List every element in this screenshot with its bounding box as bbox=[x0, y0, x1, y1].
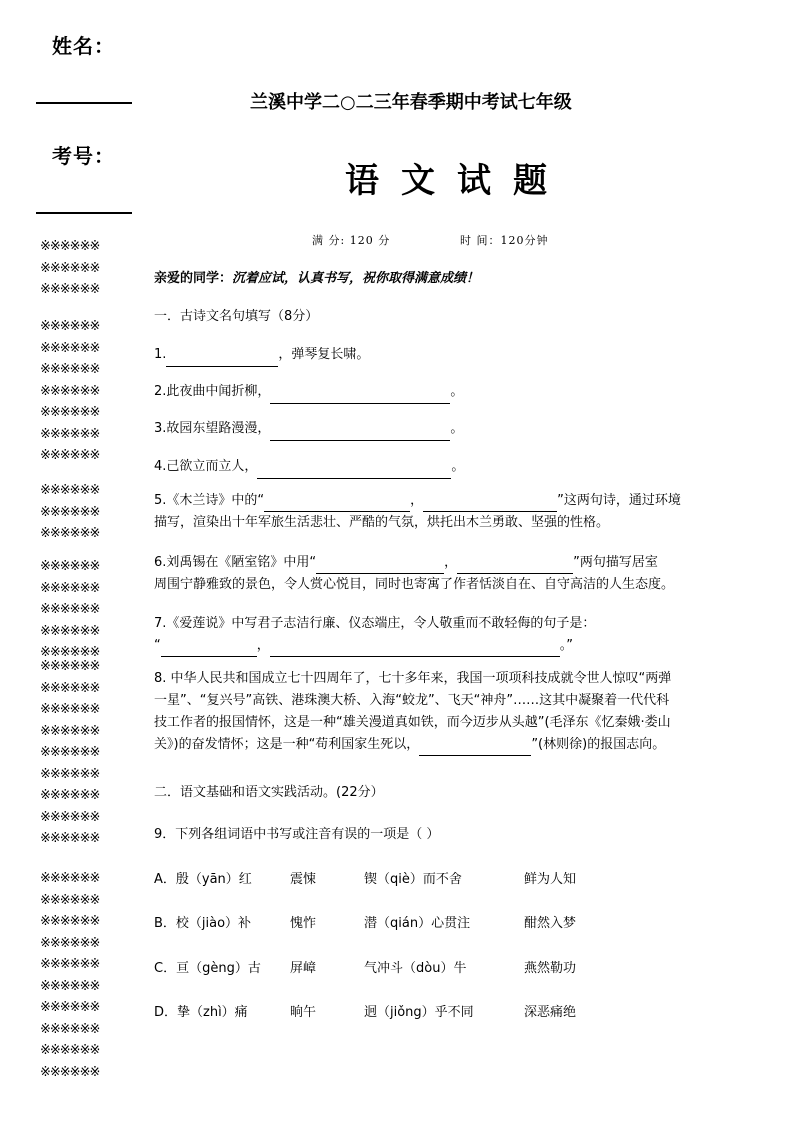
q6-text-a: 6.刘禹锡在《陋室铭》中用“ bbox=[154, 555, 317, 570]
q8-line-2: 一星”、“复兴号”高铁、港珠澳大桥、入海“蛟龙”、飞天“神舟”……这其中凝聚着一代代科 bbox=[154, 693, 670, 708]
score-info: 满 分: 120 分 bbox=[312, 234, 391, 247]
seal-star-row: ※※※※※※ bbox=[40, 602, 100, 617]
question-7 bbox=[154, 613, 718, 657]
seal-star-row: ※※※※※※ bbox=[40, 1043, 100, 1058]
seal-star-row: ※※※※※※ bbox=[40, 426, 100, 442]
seal-star-row: ※※※※※※ bbox=[40, 978, 100, 994]
seal-star-row: ※※※※※※ bbox=[40, 788, 100, 803]
seal-star-row: ※※※※※※ bbox=[40, 645, 100, 660]
q6-blank-1[interactable] bbox=[316, 559, 444, 574]
q6-text-d: 周围宁静雅致的景色，令人赏心悦目，同时也寄寓了作者恬淡自在、自守高洁的人生态度。 bbox=[154, 577, 675, 592]
option-c-item: C．亘（gèng）古 bbox=[154, 961, 261, 976]
seal-star-row: ※※※※※※ bbox=[40, 504, 100, 520]
option-b-item: 潜（qián）心贯注 bbox=[364, 916, 471, 931]
option-a-item: 鲜为人知 bbox=[524, 872, 577, 887]
seal-star-row: ※※※※※※ bbox=[40, 559, 100, 574]
q5-text-a: 5.《木兰诗》中的“ bbox=[154, 493, 265, 508]
id-label: 考号： bbox=[52, 144, 115, 168]
seal-star-row: ※※※※※※ bbox=[40, 483, 100, 498]
q2-number: 2. bbox=[154, 384, 167, 399]
seal-star-row: ※※※※※※ bbox=[40, 1064, 100, 1080]
option-d-item: D．挚（zhì）痛 bbox=[154, 1005, 248, 1020]
seal-star-row: ※※※※※※ bbox=[40, 680, 100, 696]
q5-text-d: 描写，渲染出十年军旅生活悲壮、严酷的气氛，烘托出木兰勇敢、坚强的性格。 bbox=[154, 515, 610, 530]
q7-text-b: “ bbox=[154, 638, 161, 653]
q1-text: ，弹琴复长啸。 bbox=[278, 347, 370, 362]
option-a-item: A．殷（yān）红 bbox=[154, 872, 252, 887]
seal-star-row: ※※※※※※ bbox=[40, 766, 100, 782]
seal-star-row: ※※※※※※ bbox=[40, 580, 100, 596]
seal-star-row: ※※※※※※ bbox=[40, 745, 100, 760]
q7-text-c: ， bbox=[256, 638, 270, 653]
seal-star-row: ※※※※※※ bbox=[40, 1000, 100, 1015]
greeting-lead: 亲爱的同学： bbox=[154, 271, 233, 286]
q7-text-d: 。” bbox=[559, 638, 574, 653]
q7-text-a: 7.《爱莲说》中写君子志洁行廉、仪态端庄，令人敬重而不敢轻侮的句子是： bbox=[154, 616, 596, 631]
option-b-item: 愧怍 bbox=[290, 916, 317, 931]
seal-star-row: ※※※※※※ bbox=[40, 526, 100, 541]
seal-star-row: ※※※※※※ bbox=[40, 659, 100, 674]
q8-blank[interactable] bbox=[419, 741, 531, 756]
seal-star-row: ※※※※※※ bbox=[40, 892, 100, 908]
seal-star-row: ※※※※※※ bbox=[40, 935, 100, 951]
q4-text: 己欲立而立人， bbox=[166, 459, 258, 474]
q5-blank-2[interactable] bbox=[423, 497, 557, 512]
question-9: 9．下列各组词语中书写或注音有误的一项是（ ） bbox=[154, 827, 440, 842]
q5-text-c: ”这两句诗，通过环境 bbox=[557, 493, 681, 508]
question-2 bbox=[154, 379, 463, 404]
name-underline[interactable] bbox=[36, 102, 132, 104]
section2-title: 二．语文基础和语文实践活动。(22分） bbox=[154, 785, 384, 800]
seal-star-row: ※※※※※※ bbox=[40, 282, 100, 297]
seal-star-row: ※※※※※※ bbox=[40, 957, 100, 972]
seal-star-row: ※※※※※※ bbox=[40, 448, 100, 463]
q4-blank[interactable] bbox=[257, 464, 451, 479]
q1-number: 1. bbox=[154, 347, 167, 362]
q3-end: 。 bbox=[450, 421, 464, 436]
seal-star-row: ※※※※※※ bbox=[40, 239, 100, 254]
q4-end: 。 bbox=[451, 459, 465, 474]
seal-star-row: ※※※※※※ bbox=[40, 871, 100, 886]
q2-text: 此夜曲中闻折柳， bbox=[166, 384, 271, 399]
question-5 bbox=[154, 490, 718, 534]
name-label: 姓名： bbox=[52, 34, 115, 58]
question-1 bbox=[154, 342, 369, 367]
q4-number: 4. bbox=[154, 459, 167, 474]
seal-star-row: ※※※※※※ bbox=[40, 319, 100, 334]
section1-title: 一．古诗文名句填写（8分） bbox=[154, 309, 319, 324]
time-info: 时 间：120分钟 bbox=[460, 234, 549, 247]
question-4 bbox=[154, 454, 464, 479]
question-6 bbox=[154, 552, 718, 596]
q7-blank-2[interactable] bbox=[270, 642, 560, 657]
option-c-item: 燕然勒功 bbox=[524, 961, 577, 976]
question-8 bbox=[154, 668, 718, 756]
greeting bbox=[154, 266, 479, 291]
q5-blank-1[interactable] bbox=[264, 497, 410, 512]
q8-line-3: 技工作者的报国情怀，这是一种“雄关漫道真如铁，而今迈步从头越”(毛泽东《忆秦娥·娄山 bbox=[154, 715, 671, 730]
seal-star-row: ※※※※※※ bbox=[40, 260, 100, 276]
option-b-item: B．校（jiào）补 bbox=[154, 916, 252, 931]
seal-star-row: ※※※※※※ bbox=[40, 362, 100, 377]
option-c-item: 气冲斗（dòu）牛 bbox=[364, 961, 467, 976]
seal-star-row: ※※※※※※ bbox=[40, 383, 100, 399]
q6-text-b: ， bbox=[444, 555, 458, 570]
q6-text-c: ”两句描写居室 bbox=[573, 555, 658, 570]
option-d-item: 晌午 bbox=[290, 1005, 317, 1020]
seal-star-row: ※※※※※※ bbox=[40, 809, 100, 825]
q2-blank[interactable] bbox=[270, 389, 450, 404]
id-underline[interactable] bbox=[36, 212, 132, 214]
q8-line-1: 8. 中华人民共和国成立七十四周年了，七十多年来，我国一项项科技成就令世人惊叹“两弹 bbox=[154, 671, 672, 686]
seal-star-row: ※※※※※※ bbox=[40, 1021, 100, 1037]
seal-star-row: ※※※※※※ bbox=[40, 340, 100, 356]
greeting-message: 沉着应试，认真书写，祝你取得满意成绩！ bbox=[232, 271, 480, 286]
q1-blank[interactable] bbox=[166, 352, 278, 367]
q3-text: 故园东望路漫漫， bbox=[166, 421, 271, 436]
q6-blank-2[interactable] bbox=[457, 559, 573, 574]
seal-star-row: ※※※※※※ bbox=[40, 405, 100, 420]
q7-blank-1[interactable] bbox=[161, 642, 257, 657]
seal-star-row: ※※※※※※ bbox=[40, 702, 100, 717]
seal-star-row: ※※※※※※ bbox=[40, 723, 100, 739]
school-title: 兰溪中学二○二三年春季期中考试七年级 bbox=[250, 92, 572, 113]
option-c-item: 屏嶂 bbox=[290, 961, 317, 976]
q3-blank[interactable] bbox=[270, 426, 450, 441]
question-3 bbox=[154, 416, 463, 441]
option-a-item: 锲（qiè）而不舍 bbox=[364, 872, 462, 887]
seal-star-row: ※※※※※※ bbox=[40, 831, 100, 846]
option-d-item: 迥（jiǒng）乎不同 bbox=[364, 1005, 474, 1020]
option-b-item: 酣然入梦 bbox=[524, 916, 577, 931]
subject-title: 语文试题 bbox=[345, 161, 569, 201]
seal-star-row: ※※※※※※ bbox=[40, 623, 100, 639]
q3-number: 3. bbox=[154, 421, 167, 436]
option-a-item: 震悚 bbox=[290, 872, 317, 887]
q2-end: 。 bbox=[450, 384, 464, 399]
seal-star-row: ※※※※※※ bbox=[40, 914, 100, 929]
q5-text-b: ， bbox=[410, 493, 424, 508]
option-d-item: 深恶痛绝 bbox=[524, 1005, 577, 1020]
q8-line-4b: ”(林则徐)的报国志向。 bbox=[531, 737, 666, 752]
q8-line-4a: 关》)的奋发情怀；这是一种“苟利国家生死以， bbox=[154, 737, 420, 752]
